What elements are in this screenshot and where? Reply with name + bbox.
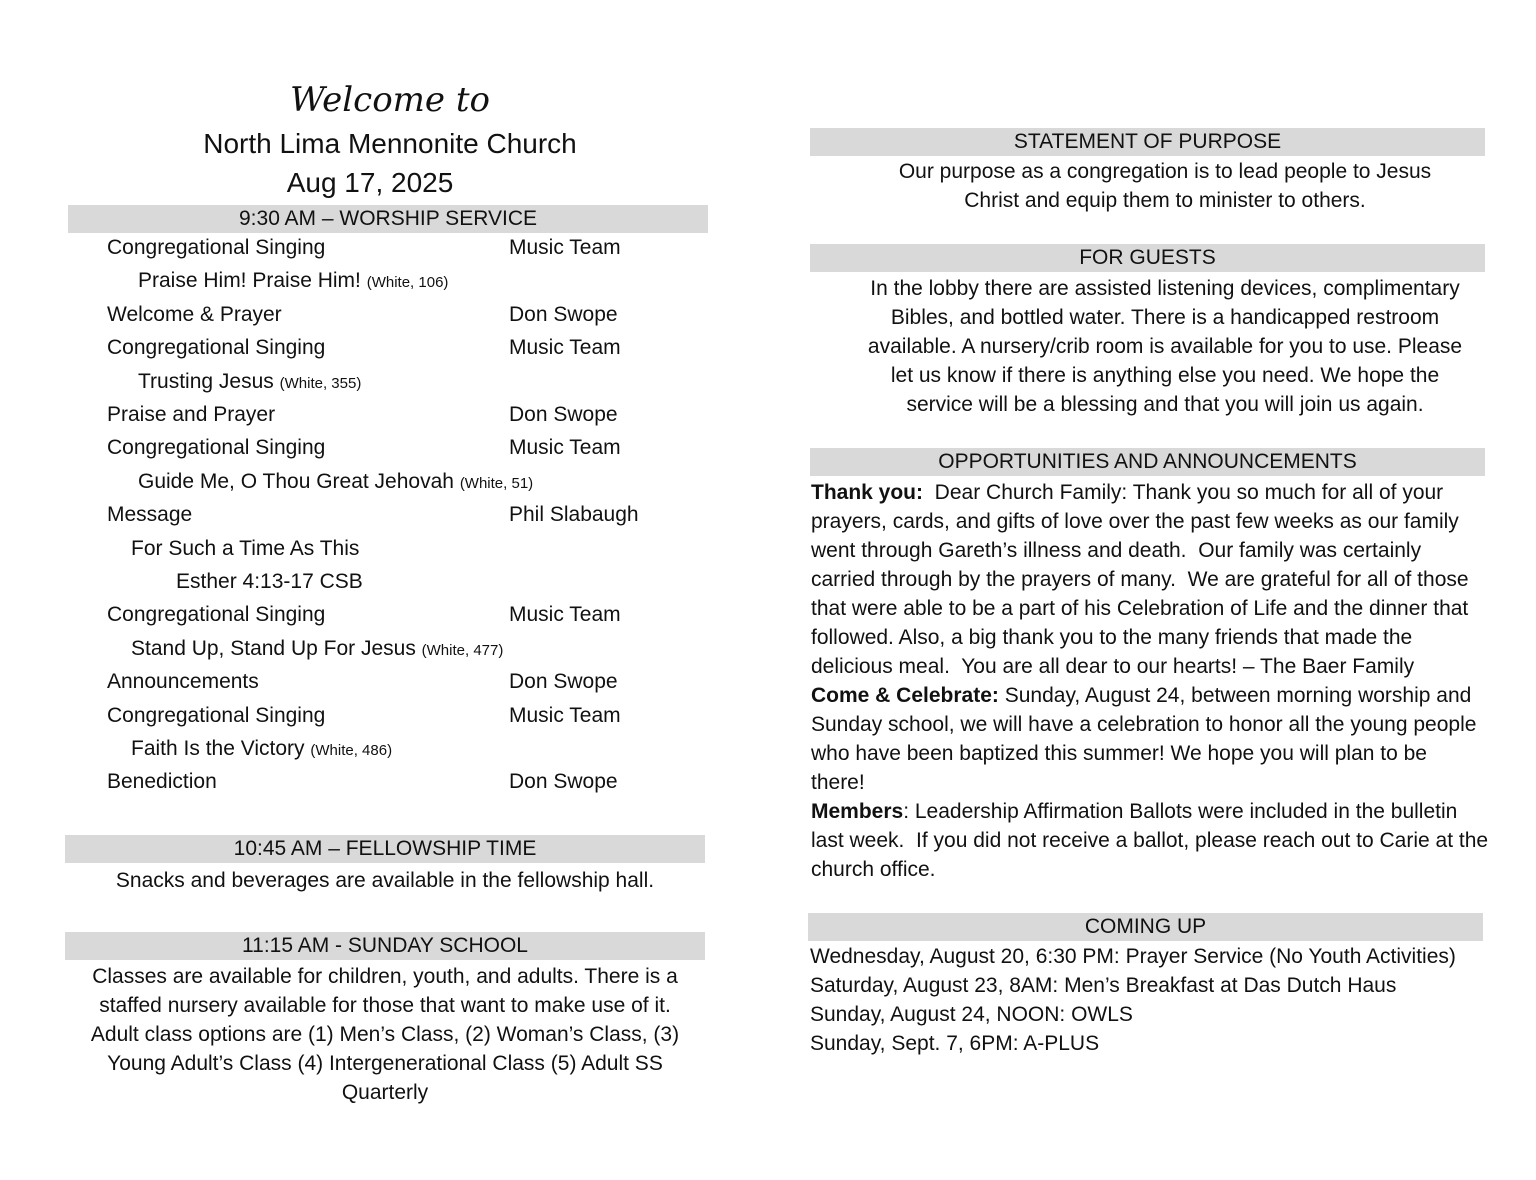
announcements-heading: OPPORTUNITIES AND ANNOUNCEMENTS — [810, 448, 1485, 476]
announcement-line — [811, 826, 1531, 855]
hymn-name: Stand Up, Stand Up For Jesus — [131, 637, 416, 660]
announcement-line — [811, 536, 1531, 565]
statement-of-purpose-heading: STATEMENT OF PURPOSE — [810, 128, 1485, 156]
fellowship-time-heading: 10:45 AM – FELLOWSHIP TIME — [65, 835, 705, 863]
sunday-school-line: Young Adult’s Class (4) Intergenerational Class (5) Adult SS — [107, 1052, 663, 1075]
announcement-text: delicious meal. You are all dear to our hearts! – The Baer Family — [811, 655, 1415, 678]
hymn-title — [131, 635, 503, 665]
guests-line: In the lobby there are assisted listening devices, complimentary — [870, 277, 1460, 300]
announcement-text: there! — [811, 771, 865, 794]
announcement-line — [811, 797, 1531, 826]
worship-item: Congregational Singing — [107, 704, 326, 727]
announcement-line — [811, 855, 1531, 884]
hymn-name: Esther 4:13-17 CSB — [176, 570, 363, 593]
coming-up-heading: COMING UP — [808, 913, 1483, 941]
purpose-line: Our purpose as a congregation is to lead people to Jesus — [898, 160, 1432, 183]
announcement-line — [811, 623, 1531, 652]
sunday-school-line: Quarterly — [341, 1081, 429, 1104]
worship-item: Congregational Singing — [107, 336, 326, 359]
hymnal-reference: (White, 51) — [459, 475, 534, 492]
church-name: North Lima Mennonite Church — [203, 128, 577, 159]
coming-up-item: Wednesday, August 20, 6:30 PM: Prayer Service (No Youth Activities) — [810, 945, 1456, 968]
announcement-text: church office. — [811, 858, 936, 881]
worship-item: Benediction — [107, 770, 217, 793]
coming-up-list — [810, 942, 1530, 1058]
coming-up-item: Saturday, August 23, 8AM: Men’s Breakfast at Das Dutch Haus — [810, 974, 1397, 997]
announcement-line — [811, 594, 1531, 623]
hymn-name: Guide Me, O Thou Great Jehovah — [138, 470, 454, 493]
announcement-line — [811, 478, 1531, 507]
announcement-text: Dear Church Family: Thank you so much for all of your — [923, 481, 1444, 504]
statement-of-purpose-text — [810, 157, 1520, 215]
hymnal-reference: (White, 486) — [310, 742, 393, 759]
hymnal-reference: (White, 477) — [421, 642, 504, 659]
coming-up-item: Sunday, Sept. 7, 6PM: A-PLUS — [810, 1032, 1100, 1055]
hymn-title — [138, 267, 448, 297]
worship-service-heading: 9:30 AM – WORSHIP SERVICE — [68, 205, 708, 233]
worship-leader: Music Team — [509, 603, 621, 626]
fellowship-text: Snacks and beverages are available in the fellowship hall. — [115, 869, 655, 892]
for-guests-heading: FOR GUESTS — [810, 244, 1485, 272]
worship-item: Message — [107, 503, 193, 526]
announcement-text: Sunday school, we will have a celebration to honor all the young people — [811, 713, 1477, 736]
announcement-label: Members — [811, 800, 904, 823]
worship-leader: Music Team — [509, 704, 621, 727]
worship-leader: Music Team — [509, 436, 621, 459]
announcement-line — [811, 739, 1531, 768]
announcement-line — [811, 507, 1531, 536]
coming-up-item: Sunday, August 24, NOON: OWLS — [810, 1003, 1133, 1026]
announcement-text: carried through by the prayers of many. We are grateful for all of those — [811, 568, 1469, 591]
worship-item: Congregational Singing — [107, 603, 326, 626]
announcement-text: followed. Also, a big thank you to the many friends that made the — [811, 626, 1413, 649]
hymnal-reference: (White, 106) — [366, 274, 449, 291]
worship-item: Announcements — [107, 670, 259, 693]
announcement-text: last week. If you did not receive a ballot, please reach out to Carie at the — [811, 829, 1489, 852]
hymn-title — [138, 468, 533, 498]
worship-leader: Don Swope — [509, 770, 618, 793]
hymn-title — [176, 568, 363, 596]
worship-leader: Music Team — [509, 336, 621, 359]
announcement-line — [811, 652, 1531, 681]
worship-leader: Don Swope — [509, 403, 618, 426]
worship-leader: Phil Slabaugh — [509, 503, 639, 526]
announcement-text: that were able to be a part of his Celebration of Life and the dinner that — [811, 597, 1469, 620]
guests-line: available. A nursery/crib room is available for you to use. Please — [867, 335, 1463, 358]
announcement-text: : Leadership Affirmation Ballots were included in the bulletin — [903, 800, 1458, 823]
hymn-name: Praise Him! Praise Him! — [138, 269, 361, 292]
worship-leader: Don Swope — [509, 303, 618, 326]
for-guests-text — [800, 274, 1530, 419]
announcement-text: went through Gareth’s illness and death. Our family was certainly — [811, 539, 1422, 562]
service-date: Aug 17, 2025 — [286, 167, 454, 198]
announcement-label: Thank you: — [811, 481, 924, 504]
sunday-school-line: staffed nursery available for those that want to make use of it. — [99, 994, 671, 1017]
guests-line: Bibles, and bottled water. There is a handicapped restroom — [890, 306, 1440, 329]
announcement-line — [811, 565, 1531, 594]
announcement-label: Come & Celebrate: — [811, 684, 999, 707]
announcements-text — [811, 478, 1531, 884]
worship-item: Congregational Singing — [107, 436, 326, 459]
sunday-school-heading: 11:15 AM - SUNDAY SCHOOL — [65, 932, 705, 960]
announcement-text: Sunday, August 24, between morning worship and — [998, 684, 1472, 707]
hymn-name: For Such a Time As This — [131, 537, 360, 560]
hymn-title — [131, 735, 392, 765]
welcome-script-heading: Welcome to — [290, 80, 490, 120]
worship-leader: Music Team — [509, 236, 621, 259]
hymn-title — [131, 535, 359, 563]
sunday-school-line: Classes are available for children, youth, and adults. There is a — [92, 965, 678, 988]
guests-line: let us know if there is anything else you need. We hope the — [890, 364, 1440, 387]
hymn-name: Trusting Jesus — [138, 370, 274, 393]
sunday-school-text — [55, 962, 715, 1107]
purpose-line: Christ and equip them to minister to others. — [964, 189, 1366, 212]
announcement-line — [811, 768, 1531, 797]
sunday-school-line: Adult class options are (1) Men’s Class, (2) Woman’s Class, (3) — [90, 1023, 680, 1046]
worship-item: Congregational Singing — [107, 236, 326, 259]
worship-item: Praise and Prayer — [107, 403, 276, 426]
worship-item: Welcome & Prayer — [107, 303, 282, 326]
announcement-text: prayers, cards, and gifts of love over the past few weeks as our family — [811, 510, 1459, 533]
guests-line: service will be a blessing and that you will join us again. — [906, 393, 1424, 416]
hymnal-reference: (White, 355) — [279, 375, 362, 392]
announcement-line — [811, 710, 1531, 739]
hymn-title — [138, 368, 361, 398]
announcement-line — [811, 681, 1531, 710]
announcement-text: who have been baptized this summer! We hope you will plan to be — [811, 742, 1427, 765]
hymn-name: Faith Is the Victory — [131, 737, 305, 760]
worship-leader: Don Swope — [509, 670, 618, 693]
